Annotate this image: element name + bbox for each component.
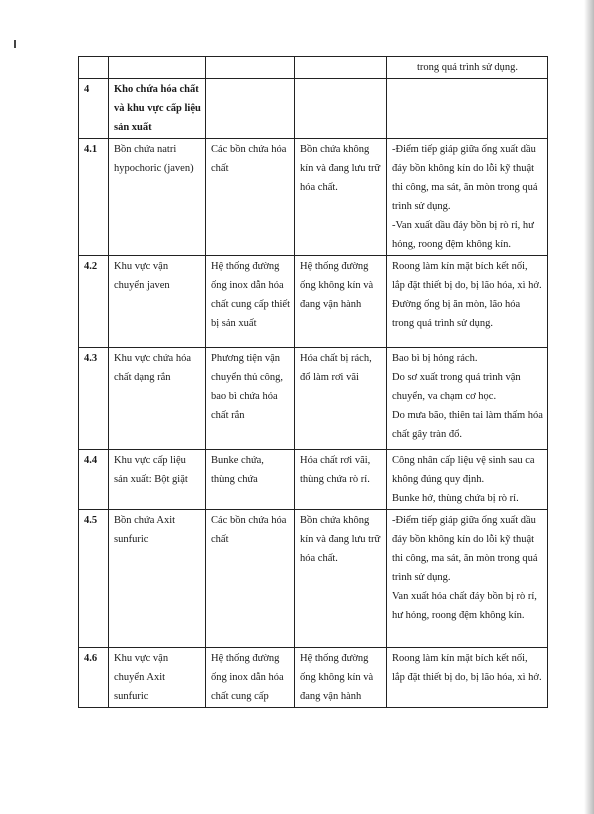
- equipment-cell: [206, 79, 295, 139]
- cause-line: Roong làm kín mặt bích kết nối, lắp đặt thiết bị do, bị lão hóa, xì hở.: [392, 261, 542, 291]
- location-cell: Bồn chứa Axit sunfuric: [109, 510, 206, 648]
- row-number: 4.5: [79, 510, 109, 648]
- cause-line: Van xuất hóa chất đáy bồn bị rò rỉ, hư hỏng, roong đệm không kín.: [392, 591, 537, 621]
- location-cell: [109, 57, 206, 79]
- row-number: 4.1: [79, 139, 109, 256]
- location-cell: Kho chứa hóa chất và khu vực cấp liệu sản xuất: [109, 79, 206, 139]
- row-number: 4.4: [79, 450, 109, 510]
- condition-cell: Hệ thống đường ống không kín và đang vận hành: [295, 648, 387, 708]
- cause-line: -Điểm tiếp giáp giữa ống xuất dầu đáy bồn không kín do lỗi kỹ thuật thi công, ma sát, ăn mòn trong quá trình sử dụng.: [392, 144, 538, 212]
- location-cell: Khu vực chứa hóa chất dạng rắn: [109, 348, 206, 450]
- table-row: [79, 256, 548, 348]
- row-number: 4.2: [79, 256, 109, 348]
- condition-cell: Hóa chất rơi vãi, thùng chứa rò rỉ.: [295, 450, 387, 510]
- cause-line: -Van xuất dầu đáy bồn bị rò rỉ, hư hỏng, roong đệm không kín.: [392, 220, 534, 250]
- cause-cell: [387, 348, 548, 450]
- cause-line: Bao bì bị hỏng rách.: [392, 353, 478, 364]
- condition-cell: Bồn chứa không kín và đang lưu trữ hóa chất.: [295, 510, 387, 648]
- cause-line: Công nhân cấp liệu vệ sinh sau ca không đúng quy định.: [392, 455, 535, 485]
- row-number: 4.6: [79, 648, 109, 708]
- table-row: [79, 648, 548, 708]
- row-number: [79, 57, 109, 79]
- equipment-cell: Bunke chứa, thùng chứa: [206, 450, 295, 510]
- equipment-cell: Phương tiện vận chuyển thủ công, bao bì chứa hóa chất rắn: [206, 348, 295, 450]
- table-row: [79, 450, 548, 510]
- cause-cell: [387, 57, 548, 79]
- location-cell: Khu vực vận chuyển javen: [109, 256, 206, 348]
- location-cell: Khu vực cấp liệu sản xuất: Bột giặt: [109, 450, 206, 510]
- cause-line: Đường ống bị ăn mòn, lão hóa trong quá trình sử dụng.: [392, 299, 521, 329]
- table-row: [79, 79, 548, 139]
- table-row: [79, 139, 548, 256]
- scan-mark: [14, 40, 16, 48]
- cause-line: Bunke hở, thùng chứa bị rò rỉ.: [392, 493, 519, 504]
- cause-cell: [387, 510, 548, 648]
- hazard-table: [78, 56, 548, 708]
- equipment-cell: Hệ thống đường ống inox dẫn hóa chất cung cấp thiết bị sản xuất: [206, 256, 295, 348]
- condition-cell: [295, 57, 387, 79]
- location-cell: Bồn chứa natri hypochoric (javen): [109, 139, 206, 256]
- page-edge-shadow: [584, 0, 594, 814]
- equipment-cell: [206, 57, 295, 79]
- cause-line: Do sơ xuất trong quá trình vận chuyển, va chạm cơ học.: [392, 372, 521, 402]
- table-row: [79, 510, 548, 648]
- cause-line: -Điểm tiếp giáp giữa ống xuất dầu đáy bồn không kín do lỗi kỹ thuật thi công, ma sát, ăn mòn trong quá trình sử dụng.: [392, 515, 538, 583]
- cause-cell: [387, 256, 548, 348]
- cause-line: Roong làm kín mặt bích kết nối, lắp đặt thiết bị do, bị lão hóa, xì hở.: [392, 653, 542, 683]
- condition-cell: Bồn chứa không kín và đang lưu trữ hóa chất.: [295, 139, 387, 256]
- location-cell: Khu vực vận chuyển Axit sunfuric: [109, 648, 206, 708]
- condition-cell: [295, 79, 387, 139]
- table-row: [79, 57, 548, 79]
- equipment-cell: Hệ thống đường ống inox dẫn hóa chất cung cấp: [206, 648, 295, 708]
- equipment-cell: Các bồn chứa hóa chất: [206, 510, 295, 648]
- table-row: [79, 348, 548, 450]
- cause-cell: [387, 648, 548, 708]
- cause-cell: [387, 79, 548, 139]
- cause-cell: [387, 139, 548, 256]
- row-number: 4.3: [79, 348, 109, 450]
- cause-line: Do mưa bão, thiên tai làm thấm hóa chất gây tràn đổ.: [392, 410, 543, 440]
- condition-cell: Hệ thống đường ống không kín và đang vận hành: [295, 256, 387, 348]
- condition-cell: Hóa chất bị rách, đổ làm rơi vãi: [295, 348, 387, 450]
- row-number: 4: [79, 79, 109, 139]
- cause-line: trong quá trình sử dụng.: [416, 62, 519, 73]
- equipment-cell: Các bồn chứa hóa chất: [206, 139, 295, 256]
- cause-cell: [387, 450, 548, 510]
